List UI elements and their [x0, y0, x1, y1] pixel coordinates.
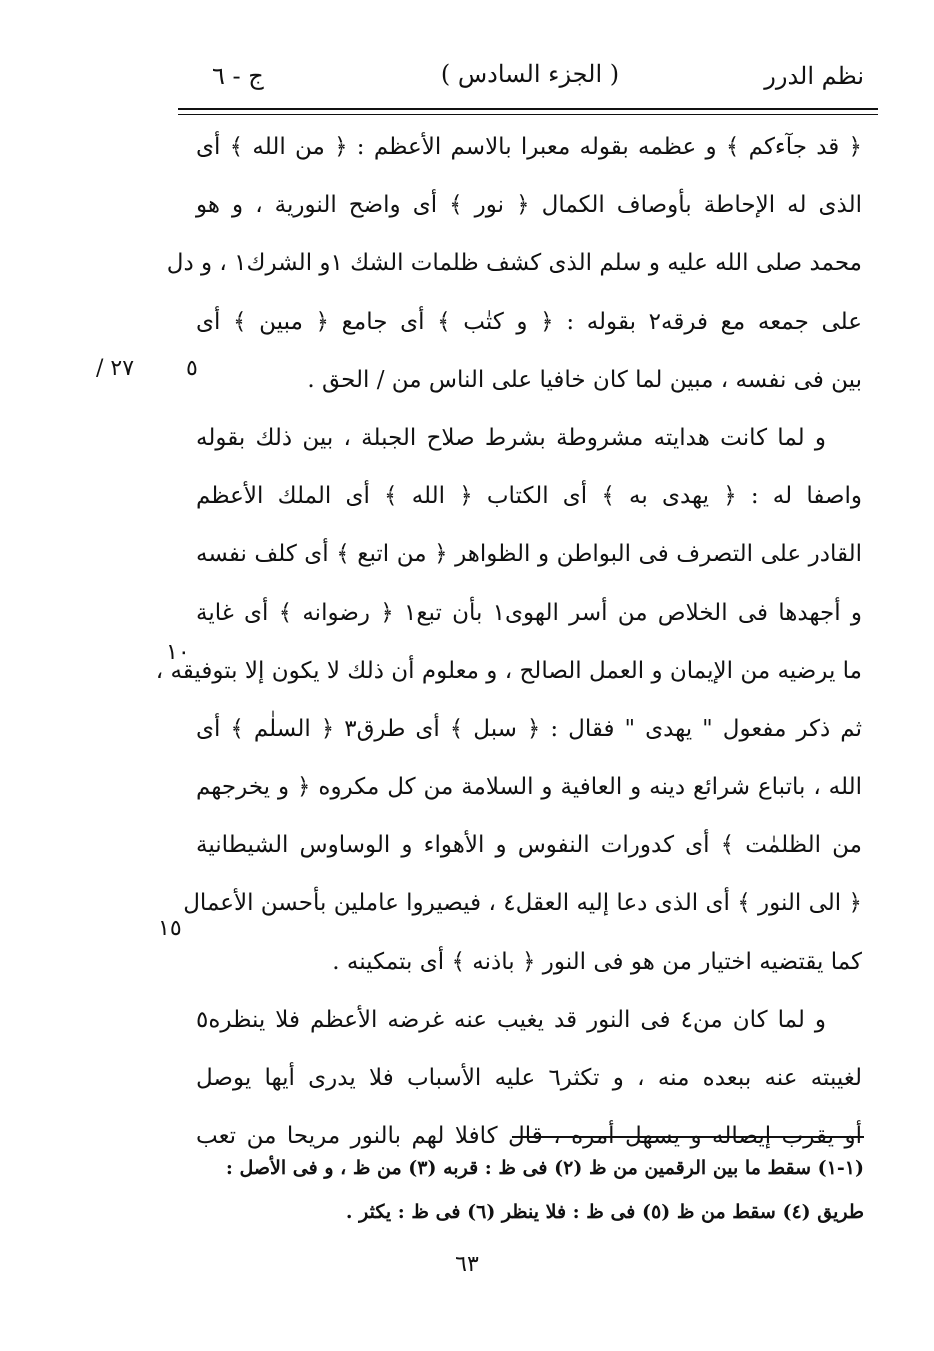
- line-number-10: ١٠: [166, 640, 190, 665]
- running-head: [190, 56, 870, 100]
- volume-label: ج - ٦: [212, 62, 264, 90]
- footnotes: [178, 1146, 864, 1234]
- text-line: من الظلمٰت ﴾ أى كدورات النفوس و الأهواء و الوساوس الشيطانية: [196, 832, 862, 859]
- line-number-5: ٥: [186, 356, 198, 381]
- text-line: ﴿ قد جآءكم ﴾ و عظمه بقوله معبرا بالاسم الأعظم : ﴿ من الله ﴾ أى: [196, 134, 862, 160]
- text-line: ما يرضيه من الإيمان و العمل الصالح ، و معلوم أن ذلك لا يكون إلا بتوفيقه ،: [155, 657, 862, 684]
- footnote-line: طريق (٤) سقط من ظ (٥) فى ظ : فلا ينظر (٦) فى ظ : يكثر .: [345, 1201, 864, 1223]
- part-title: ( الجزء السادس ): [440, 60, 620, 88]
- text-line: و أجهدها فى الخلاص من أسر الهوى١ بأن تبع١ ﴿ رضوانه ﴾ أى غاية: [196, 599, 862, 626]
- page-number: ٦٣: [455, 1252, 479, 1277]
- text-line: و لما كانت هدايته مشروطة بشرط صلاح الجبلة ، بين ذلك بقوله: [196, 424, 826, 451]
- text-line: الله ، باتباع شرائع دينه و العافية و السلامة من كل مكروه ﴿ و يخرجهم: [196, 774, 862, 801]
- text-line: كما يقتضيه اختيار من هو فى النور ﴿ باذنه ﴾ أى بتمكينه .: [332, 948, 862, 975]
- text-line: ثم ذكر مفعول " يهدى " فقال : ﴿ سبل ﴾ أى طرق٣ ﴿ السلٰم ﴾ أى: [196, 715, 862, 742]
- text-line: ﴿ الى النور ﴾ أى الذى دعا إليه العقل٤ ، فيصيروا عاملين بأحسن الأعمال: [183, 890, 862, 917]
- folio-marker: ٢٧ /: [96, 356, 135, 381]
- book-title: نظم الدرر: [764, 62, 864, 90]
- text-line: و لما كان من٤ فى النور قد يغيب عنه غرضه الأعظم فلا ينظره٥: [196, 1006, 827, 1033]
- text-line: أو يقرب إيصاله و يسهل أمره ، قال كافلا لهم بالنور مريحا من تعب: [196, 1123, 862, 1150]
- text-line: لغيبته عنه ببعده منه ، و تكثر٦ عليه الأسباب فلا يدرى أيها يوصل: [196, 1065, 862, 1091]
- header-rule: [178, 108, 878, 110]
- line-number-15: ١٥: [158, 916, 182, 941]
- text-line: بين فى نفسه ، مبين لما كان خافيا على الناس من / الحق .: [307, 366, 862, 393]
- text-line: محمد صلى الله عليه و سلم الذى كشف ظلمات الشك ١و الشرك١ ، و دل: [166, 250, 862, 277]
- text-line: القادر على التصرف فى البواطن و الظواهر ﴿ من اتبع ﴾ أى كلف نفسه: [196, 541, 862, 568]
- text-line: الذى له الإحاطة بأوصاف الكمال ﴿ نور ﴾ أى واضح النورية ، و هو: [196, 192, 862, 219]
- text-line: على جمعه مع فرقه٢ بقوله : ﴿ و كتٰب ﴾ أى جامع ﴿ مبين ﴾ أى: [196, 308, 862, 335]
- footnote-rule: [512, 1136, 864, 1138]
- header-rule-thin: [178, 114, 878, 115]
- footnote-line: (١-١) سقط ما بين الرقمين من ظ (٢) فى ظ : قربه (٣) من ظ ، و فى الأصل :: [225, 1157, 864, 1179]
- text-line: واصفا له : ﴿ يهدى به ﴾ أى الكتاب ﴿ الله ﴾ أى الملك الأعظم: [196, 483, 862, 510]
